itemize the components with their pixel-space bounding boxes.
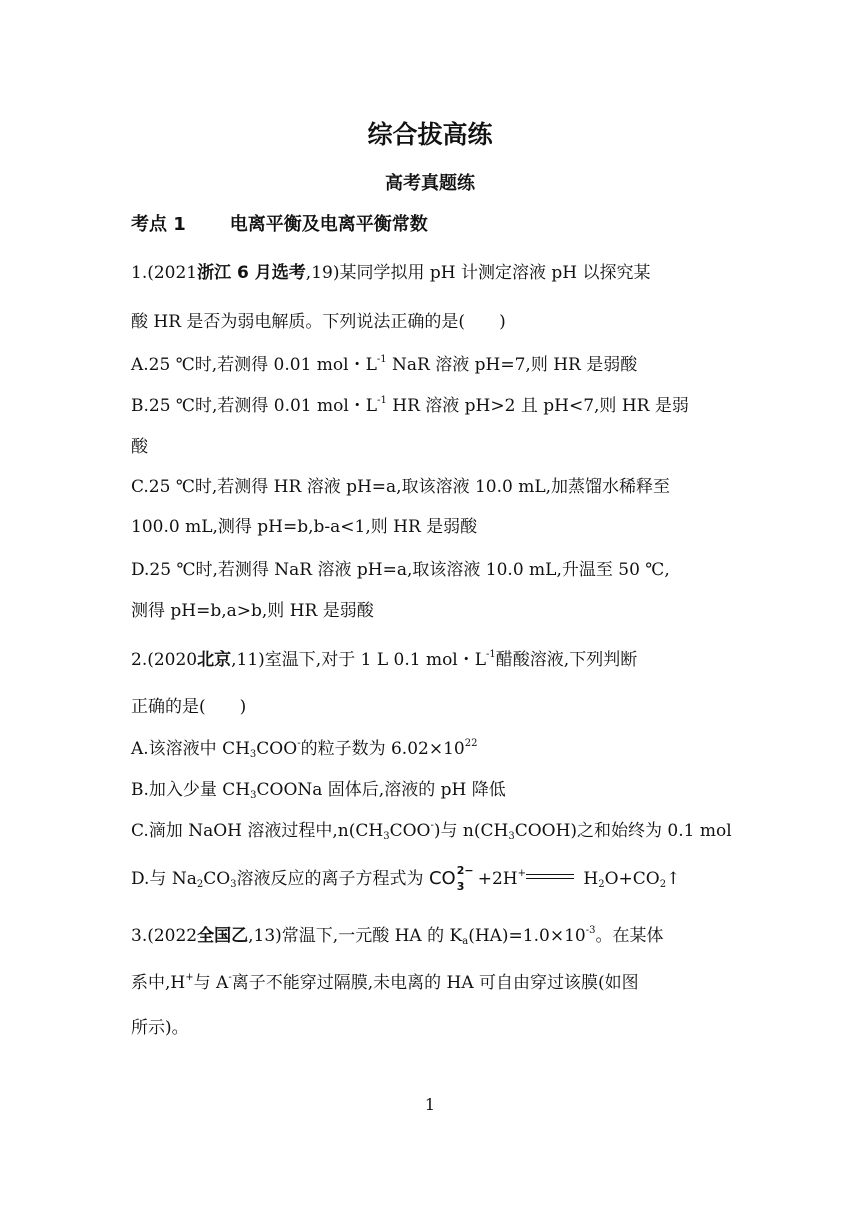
reaction-equals-sign (526, 872, 578, 882)
page-title: 综合拔高练 (367, 120, 493, 149)
page-subtitle: 高考真题练 (385, 173, 475, 194)
question-3-stem-cont: 系中,H+与 A-离子不能穿过隔膜,未电离的 HA 可自由穿过该膜(如图 (131, 972, 639, 993)
question-1-option-c: C.25 ℃时,若测得 HR 溶液 pH=a,取该溶液 10.0 mL,加蒸馏水稀释至 (131, 477, 671, 497)
page-number: 1 (424, 1095, 436, 1114)
question-1-stem-cont: 酸 HR 是否为弱电解质。下列说法正确的是( ) (131, 312, 506, 332)
question-1-option-d-cont: 测得 pH=b,a>b,则 HR 是弱酸 (131, 601, 374, 621)
question-1-option-a: A.25 ℃时,若测得 0.01 mol・$L^{-1}$ NaR 溶液 pH=7,则 HR 是弱酸 (131, 354, 638, 375)
carbonate-ion-formula: CO 2− 3 (428, 864, 474, 893)
question-1-option-d: D.25 ℃时,若测得 NaR 溶液 pH=a,取该溶液 10.0 mL,升温至 50 ℃, (131, 560, 670, 580)
question-2-option-a: A.该溶液中 $CH_3COO^-$的粒子数为 $6.02\times 10^{22}$ (131, 738, 478, 760)
section-name: 电离平衡及电离平衡常数 (229, 214, 428, 235)
question-2-stem-cont: 正确的是( ) (131, 697, 247, 717)
question-1-stem: 1.(2021浙江 6 月选考,19)某同学拟用 pH 计测定溶液 pH 以探究某 (131, 263, 651, 283)
question-1-source: 浙江 6 月选考 (197, 263, 306, 283)
question-3-stem-cont-2: 所示)。 (131, 1018, 189, 1038)
question-1-option-b: B.25 ℃时,若测得 0.01 mol・$L^{-1}$ HR 溶液 pH>2 且 pH<7,则 HR 是弱 (131, 395, 689, 416)
question-2-option-b: B.加入少量 $CH_3COONa$ 固体后,溶液的 pH 降低 (131, 780, 506, 801)
question-2-option-c: C.滴加 NaOH 溶液过程中$,n(CH_3COO^-)$与 $n(CH_3COOH)$之和始终为 0.1 mol (131, 820, 732, 842)
question-3-source: 全国乙 (197, 926, 249, 946)
question-3-stem: 3.(2022全国乙,13)常温下,一元酸 HA 的 $K_a(HA)=1.0\times 10^{-3}$。在某体 (131, 925, 664, 947)
question-2-option-d: D.与 $Na_2CO_3$溶液反应的离子方程式为 CO 2− 3 +2H+ $H_2O+CO_2↑$ (131, 864, 681, 893)
question-2-source: 北京 (197, 650, 232, 670)
section-heading (131, 210, 428, 236)
section-tag: 考点 1 (131, 214, 186, 235)
question-1-option-c-cont: 100.0 mL,测得 pH=b,b-a<1,则 HR 是弱酸 (131, 517, 478, 537)
question-2-stem: 2.(2020北京,11)室温下,对于 1 L 0.1 mol・$L^{-1}$醋酸溶液,下列判断 (131, 649, 638, 670)
question-1-option-b-cont: 酸 (131, 437, 148, 457)
